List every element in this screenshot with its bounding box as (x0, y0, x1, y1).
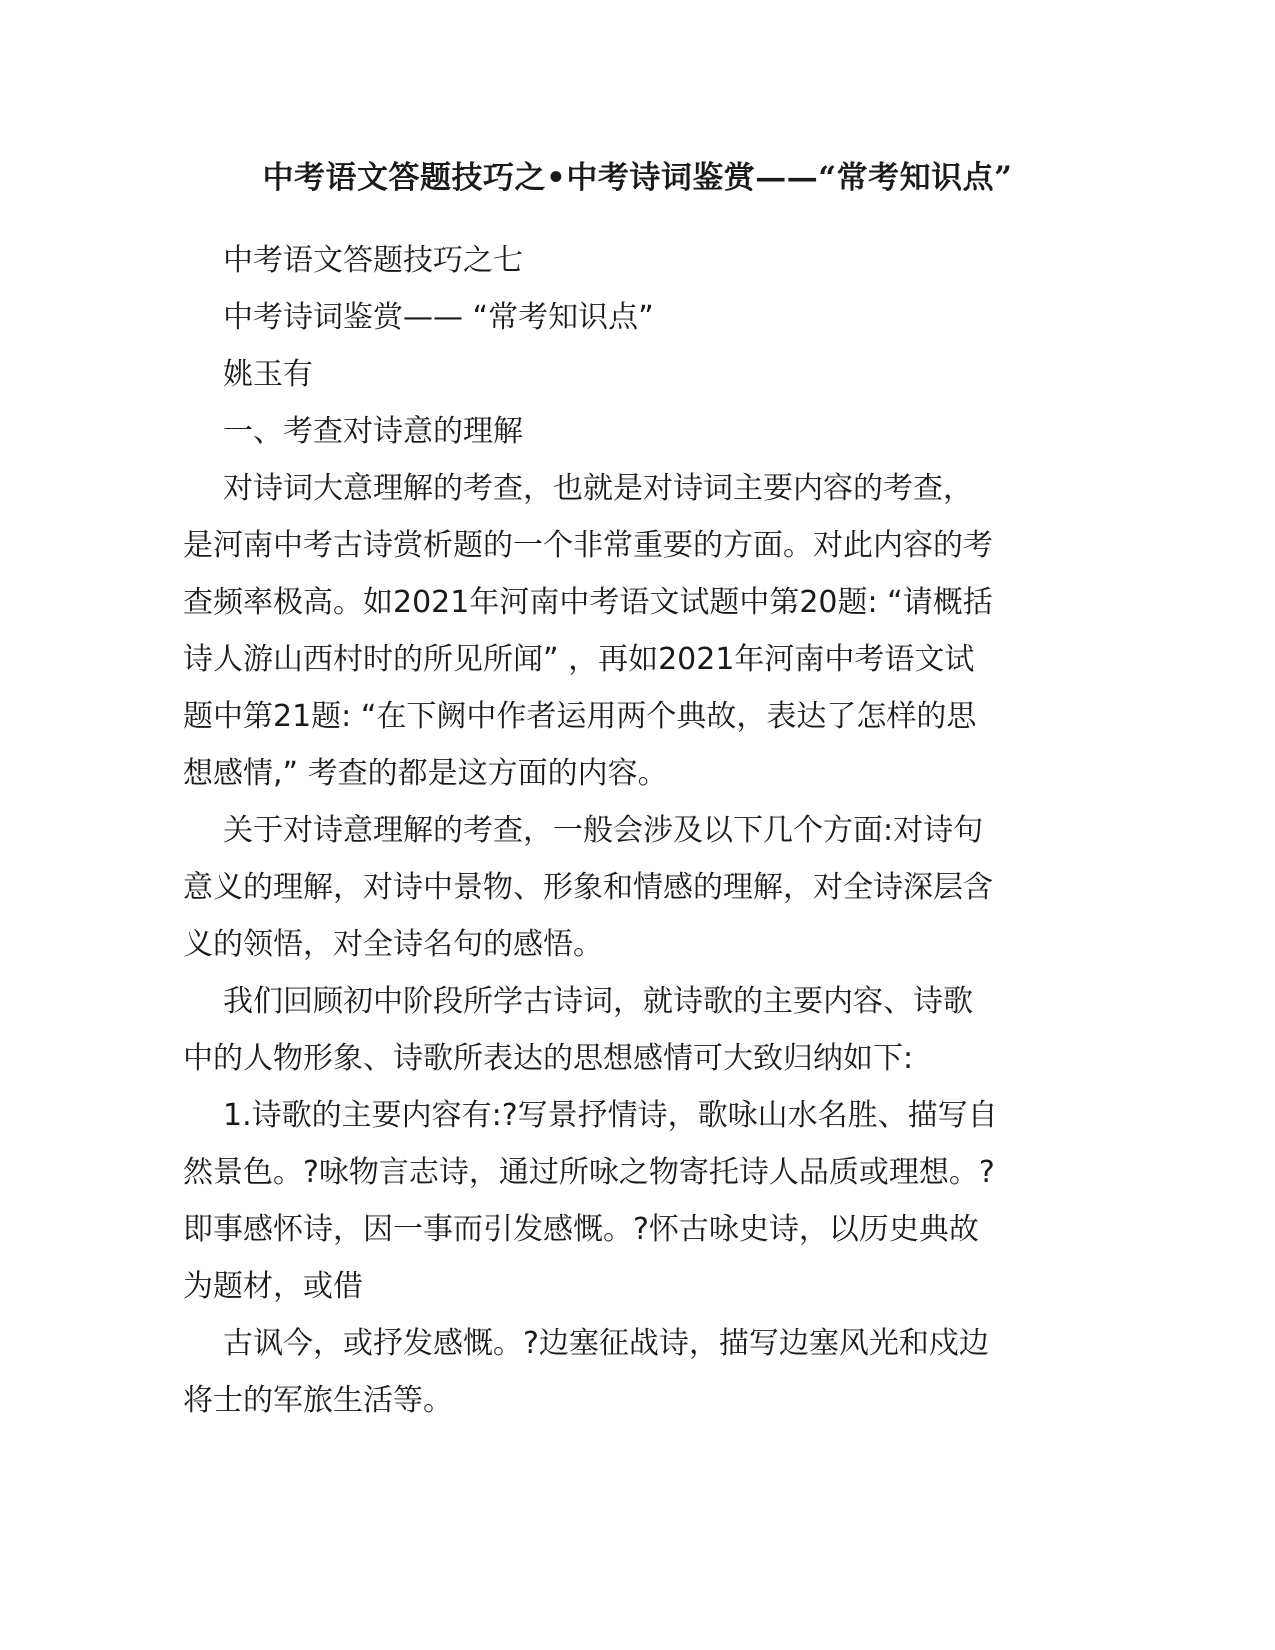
paragraph-line: 古讽今，或抒发感慨。?边塞征战诗，描写边塞风光和戍边 (223, 1326, 989, 1361)
paragraph-line: 1.诗歌的主要内容有:?写景抒情诗，歌咏山水名胜、描写自 (223, 1098, 998, 1133)
paragraph-line: 想感情,” 考查的都是这方面的内容。 (183, 756, 668, 791)
paragraph-line: 意义的理解，对诗中景物、形象和情感的理解，对全诗深层含 (183, 870, 993, 905)
subtitle-line: 中考诗词鉴赏—— “常考知识点” (223, 300, 654, 335)
paragraph-line: 题中第21题: “在下阙中作者运用两个典故，表达了怎样的思 (183, 699, 977, 734)
paragraph-line: 即事感怀诗，因一事而引发感慨。?怀古咏史诗，以历史典故 (183, 1212, 979, 1247)
paragraph-line: 诗人游山西村时的所见所闻” ，再如2021年河南中考语文试 (183, 642, 975, 677)
author-line: 姚玉有 (223, 357, 313, 392)
paragraph-line: 然景色。?咏物言志诗，通过所咏之物寄托诗人品质或理想。? (183, 1155, 995, 1190)
document-body (183, 232, 1093, 1429)
paragraph-line: 中的人物形象、诗歌所表达的思想感情可大致归纳如下: (183, 1041, 914, 1076)
subtitle-line: 中考语文答题技巧之七 (223, 243, 523, 278)
paragraph-line: 对诗词大意理解的考查，也就是对诗词主要内容的考查， (223, 471, 973, 506)
paragraph-line: 关于对诗意理解的考查，一般会涉及以下几个方面:对诗句 (223, 813, 984, 848)
paragraph-line: 我们回顾初中阶段所学古诗词，就诗歌的主要内容、诗歌 (223, 984, 973, 1019)
paragraph-line: 查频率极高。如2021年河南中考语文试题中第20题: “请概括 (183, 585, 993, 620)
paragraph-line: 义的领悟，对全诗名句的感悟。 (183, 927, 603, 962)
section-heading: 一、考查对诗意的理解 (223, 414, 523, 449)
paragraph-line: 将士的军旅生活等。 (183, 1383, 453, 1418)
paragraph-line: 为题材，或借 (183, 1269, 363, 1304)
document-title: 中考语文答题技巧之•中考诗词鉴赏——“常考知识点” (262, 160, 1013, 196)
paragraph-line: 是河南中考古诗赏析题的一个非常重要的方面。对此内容的考 (183, 528, 993, 563)
